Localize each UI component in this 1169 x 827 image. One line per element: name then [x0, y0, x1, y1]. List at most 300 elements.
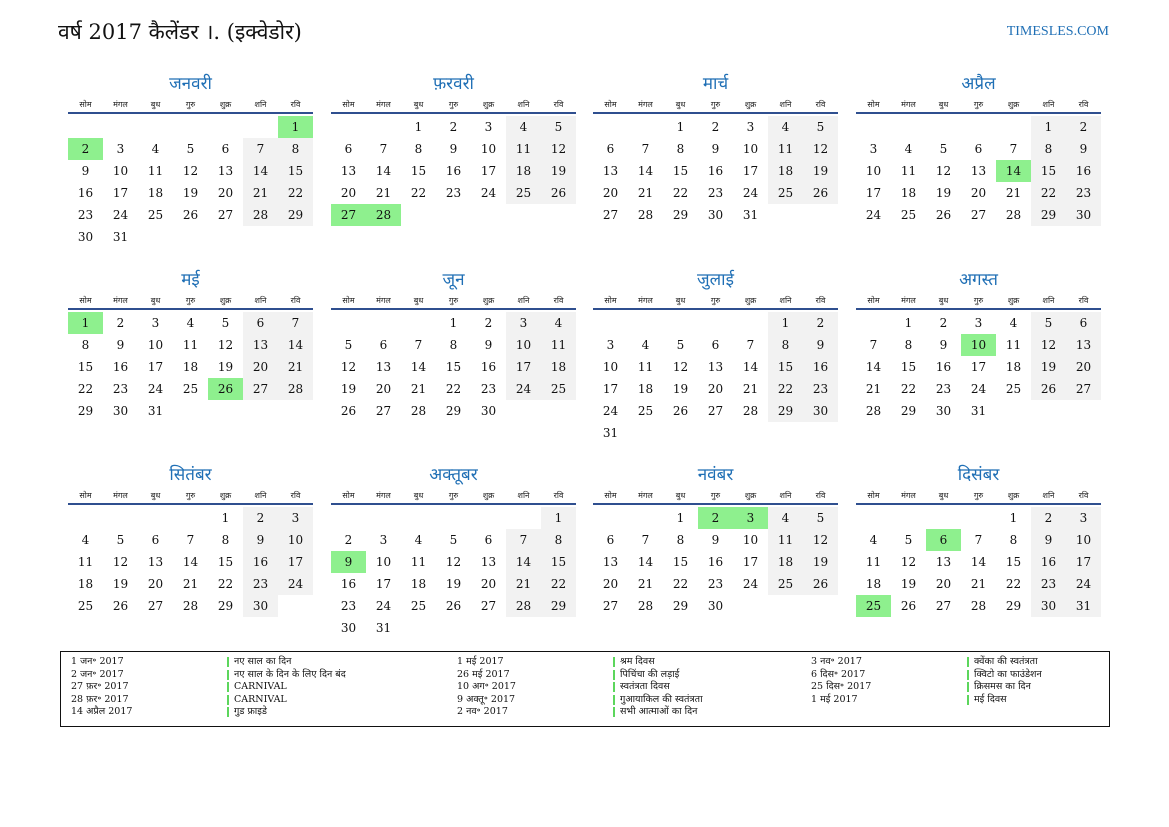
holiday-marker — [613, 707, 615, 717]
day-cell: 4 — [151, 142, 160, 156]
day-cell: 5 — [803, 507, 838, 529]
day-cell: 28 — [278, 378, 313, 400]
day-cell: 3 — [116, 142, 125, 156]
day-cell: 8 — [449, 338, 458, 352]
month-calendar — [331, 268, 576, 422]
holiday-day-cell: 25 — [856, 595, 891, 617]
day-cell: 9 — [803, 334, 838, 356]
month-calendar — [593, 268, 838, 444]
day-cell: 17 — [602, 382, 619, 396]
day-cell: 27 — [602, 208, 619, 222]
day-cell: 21 — [182, 577, 199, 591]
day-cell: 16 — [243, 551, 278, 573]
holiday-list — [60, 651, 1110, 727]
empty-cell — [173, 507, 208, 529]
day-cell: 25 — [1005, 382, 1022, 396]
day-cell: 15 — [217, 555, 234, 569]
day-cell: 28 — [637, 599, 654, 613]
day-cell: 26 — [340, 404, 357, 418]
day-cell: 23 — [243, 573, 278, 595]
day-cell: 18 — [77, 577, 94, 591]
day-cell: 28 — [1005, 208, 1022, 222]
day-cell: 7 — [641, 533, 650, 547]
day-cell: 4 — [768, 116, 803, 138]
empty-cell — [68, 116, 103, 138]
day-cell: 10 — [147, 338, 164, 352]
day-cell: 13 — [480, 555, 497, 569]
day-cell: 15 — [410, 164, 427, 178]
weekday-label: गुरु — [448, 490, 459, 500]
day-cell: 24 — [742, 186, 759, 200]
empty-cell — [401, 507, 436, 529]
day-cell: 13 — [1066, 334, 1101, 356]
day-cell: 19 — [803, 551, 838, 573]
weekday-label: रवि — [1078, 99, 1089, 109]
day-cell: 12 — [112, 555, 129, 569]
weekday-label: गुरु — [448, 295, 459, 305]
weekday-label: गुरु — [185, 295, 196, 305]
day-cell: 18 — [768, 551, 803, 573]
day-cell: 2 — [344, 533, 353, 547]
day-cell: 22 — [278, 182, 313, 204]
day-cell: 4 — [1009, 316, 1018, 330]
day-cell: 2 — [243, 507, 278, 529]
day-cell: 14 — [637, 164, 654, 178]
holiday-marker — [227, 707, 229, 717]
weekday-header — [856, 292, 1101, 310]
day-cell: 13 — [935, 555, 952, 569]
weekday-label: शनि — [517, 99, 530, 109]
weekday-label: सोम — [604, 99, 617, 109]
day-cell: 3 — [1066, 507, 1101, 529]
weekday-label: रवि — [553, 295, 564, 305]
month-calendar — [593, 463, 838, 617]
day-cell: 20 — [217, 186, 234, 200]
day-cell: 24 — [970, 382, 987, 396]
day-cell: 1 — [768, 312, 803, 334]
day-cell: 15 — [1031, 160, 1066, 182]
day-cell: 28 — [243, 204, 278, 226]
weekday-label: बुध — [413, 295, 424, 305]
day-grid — [593, 507, 838, 617]
month-name: सितंबर — [169, 465, 212, 485]
day-cell: 12 — [1031, 334, 1066, 356]
month-calendar — [68, 268, 313, 422]
day-cell: 25 — [410, 599, 427, 613]
day-cell: 15 — [278, 160, 313, 182]
day-cell: 13 — [707, 360, 724, 374]
holiday-date: 10 अग॰ 2017 — [457, 681, 516, 692]
day-grid — [68, 507, 313, 617]
day-cell: 28 — [970, 599, 987, 613]
day-cell: 12 — [803, 138, 838, 160]
holiday-date: 1 मई 2017 — [457, 656, 504, 667]
weekday-label: सोम — [867, 490, 880, 500]
weekday-label: शुक्र — [744, 295, 757, 305]
day-cell: 5 — [449, 533, 458, 547]
holiday-date: 25 दिस॰ 2017 — [811, 681, 872, 692]
day-cell: 5 — [939, 142, 948, 156]
day-cell: 10 — [506, 334, 541, 356]
day-cell: 20 — [970, 186, 987, 200]
day-cell: 16 — [935, 360, 952, 374]
day-cell: 29 — [445, 404, 462, 418]
day-cell: 19 — [803, 160, 838, 182]
day-cell: 5 — [803, 116, 838, 138]
day-cell: 29 — [278, 204, 313, 226]
day-cell: 12 — [672, 360, 689, 374]
day-cell: 31 — [147, 404, 164, 418]
day-cell: 14 — [375, 164, 392, 178]
day-cell: 25 — [147, 208, 164, 222]
holiday-date: 26 मई 2017 — [457, 668, 510, 680]
empty-cell — [173, 116, 208, 138]
day-cell: 10 — [742, 142, 759, 156]
weekday-label: मंगल — [901, 490, 916, 500]
weekday-header — [68, 96, 313, 114]
weekday-label: शनि — [254, 99, 267, 109]
day-cell: 11 — [182, 338, 199, 352]
day-cell: 18 — [410, 577, 427, 591]
day-cell: 23 — [340, 599, 357, 613]
day-cell: 8 — [541, 529, 576, 551]
weekday-label: सोम — [342, 99, 355, 109]
day-cell: 2 — [449, 120, 458, 134]
day-cell: 16 — [803, 356, 838, 378]
day-cell: 22 — [672, 186, 689, 200]
weekday-label: मंगल — [376, 295, 391, 305]
day-cell: 17 — [1066, 551, 1101, 573]
day-cell: 16 — [112, 360, 129, 374]
month-name: अक्तूबर — [429, 465, 478, 485]
day-cell: 13 — [147, 555, 164, 569]
day-cell: 9 — [116, 338, 125, 352]
day-cell: 24 — [278, 573, 313, 595]
weekday-header — [593, 487, 838, 505]
holiday-day-cell: 1 — [278, 116, 313, 138]
month-name: अप्रैल — [961, 74, 996, 94]
day-cell: 28 — [410, 404, 427, 418]
day-cell: 12 — [900, 555, 917, 569]
empty-cell — [68, 507, 103, 529]
day-cell: 25 — [77, 599, 94, 613]
empty-cell — [366, 116, 401, 138]
empty-cell — [663, 312, 698, 334]
weekday-label: शनि — [779, 99, 792, 109]
day-cell: 8 — [676, 533, 685, 547]
day-cell: 15 — [77, 360, 94, 374]
day-cell: 17 — [865, 186, 882, 200]
day-cell: 5 — [676, 338, 685, 352]
empty-cell — [961, 116, 996, 138]
holiday-date: 2 नव॰ 2017 — [457, 706, 508, 717]
day-cell: 1 — [676, 120, 685, 134]
day-cell: 27 — [935, 599, 952, 613]
day-cell: 26 — [803, 573, 838, 595]
weekday-label: मंगल — [638, 99, 653, 109]
day-cell: 20 — [147, 577, 164, 591]
day-cell: 30 — [707, 208, 724, 222]
day-cell: 9 — [243, 529, 278, 551]
day-cell: 24 — [112, 208, 129, 222]
day-cell: 29 — [900, 404, 917, 418]
day-cell: 11 — [637, 360, 654, 374]
day-cell: 11 — [77, 555, 94, 569]
weekday-label: मंगल — [638, 490, 653, 500]
weekday-label: बुध — [150, 490, 161, 500]
day-cell: 2 — [1031, 507, 1066, 529]
empty-cell — [891, 507, 926, 529]
day-cell: 14 — [970, 555, 987, 569]
day-cell: 17 — [742, 164, 759, 178]
day-cell: 1 — [449, 316, 458, 330]
month-name: मार्च — [702, 74, 729, 94]
day-cell: 28 — [865, 404, 882, 418]
day-cell: 31 — [970, 404, 987, 418]
day-cell: 9 — [1066, 138, 1101, 160]
day-cell: 3 — [606, 338, 615, 352]
day-cell: 10 — [112, 164, 129, 178]
empty-cell — [593, 507, 628, 529]
day-cell: 1 — [1009, 511, 1018, 525]
day-cell: 30 — [935, 404, 952, 418]
site-link[interactable]: TIMESLES.COM — [1006, 24, 1109, 39]
day-cell: 9 — [449, 142, 458, 156]
month-name: अगस्त — [959, 270, 998, 290]
day-cell: 23 — [935, 382, 952, 396]
day-cell: 23 — [1066, 182, 1101, 204]
empty-cell — [628, 312, 663, 334]
day-cell: 5 — [344, 338, 353, 352]
day-cell: 27 — [147, 599, 164, 613]
weekday-label: गुरु — [185, 490, 196, 500]
weekday-header — [593, 96, 838, 114]
day-cell: 8 — [1009, 533, 1018, 547]
day-cell: 22 — [1005, 577, 1022, 591]
holiday-day-cell: 26 — [208, 378, 243, 400]
weekday-label: रवि — [290, 490, 301, 500]
page-title: वर्ष 2017 कैलेंडर ।. (इक्वेडोर) — [58, 20, 302, 44]
day-cell: 18 — [147, 186, 164, 200]
day-cell: 16 — [707, 164, 724, 178]
day-cell: 27 — [707, 404, 724, 418]
day-cell: 19 — [182, 186, 199, 200]
weekday-label: शुक्र — [482, 99, 495, 109]
day-cell: 21 — [637, 577, 654, 591]
day-cell: 16 — [1066, 160, 1101, 182]
day-cell: 6 — [1066, 312, 1101, 334]
day-cell: 21 — [278, 356, 313, 378]
empty-cell — [593, 116, 628, 138]
day-cell: 22 — [672, 577, 689, 591]
day-cell: 9 — [1031, 529, 1066, 551]
weekday-label: शनि — [254, 490, 267, 500]
day-cell: 15 — [672, 555, 689, 569]
day-cell: 20 — [1066, 356, 1101, 378]
empty-cell — [926, 507, 961, 529]
day-cell: 5 — [541, 116, 576, 138]
day-cell: 24 — [506, 378, 541, 400]
month-name: फ़रवरी — [433, 74, 474, 94]
holiday-marker — [227, 695, 229, 705]
day-cell: 21 — [742, 382, 759, 396]
empty-cell — [208, 116, 243, 138]
weekday-label: मंगल — [113, 99, 128, 109]
weekday-label: रवि — [815, 490, 826, 500]
day-cell: 27 — [970, 208, 987, 222]
weekday-label: शनि — [779, 295, 792, 305]
day-cell: 17 — [506, 356, 541, 378]
day-cell: 23 — [707, 577, 724, 591]
day-cell: 8 — [81, 338, 90, 352]
holiday-marker — [967, 682, 969, 692]
day-cell: 6 — [379, 338, 388, 352]
day-cell: 22 — [410, 186, 427, 200]
holiday-day-cell: 9 — [331, 551, 366, 573]
holiday-name: पिचिंचा की लड़ाई — [620, 668, 680, 680]
day-cell: 11 — [506, 138, 541, 160]
day-cell: 13 — [340, 164, 357, 178]
weekday-label: गुरु — [973, 295, 984, 305]
day-cell: 17 — [480, 164, 497, 178]
day-cell: 12 — [803, 529, 838, 551]
weekday-header — [68, 487, 313, 505]
holiday-date: 27 फ़र॰ 2017 — [71, 681, 129, 692]
holiday-marker — [967, 695, 969, 705]
day-cell: 17 — [375, 577, 392, 591]
day-cell: 6 — [974, 142, 983, 156]
day-cell: 6 — [221, 142, 230, 156]
day-cell: 27 — [375, 404, 392, 418]
empty-cell — [138, 507, 173, 529]
day-cell: 8 — [1031, 138, 1066, 160]
day-cell: 5 — [116, 533, 125, 547]
holiday-name: गुड फ्राइडे — [234, 706, 267, 717]
day-cell: 29 — [672, 599, 689, 613]
weekday-label: सोम — [604, 295, 617, 305]
day-cell: 8 — [768, 334, 803, 356]
day-cell: 7 — [1009, 142, 1018, 156]
day-cell: 12 — [340, 360, 357, 374]
month-calendar — [68, 463, 313, 617]
day-cell: 13 — [217, 164, 234, 178]
day-cell: 14 — [243, 160, 278, 182]
day-cell: 23 — [803, 378, 838, 400]
day-cell: 18 — [900, 186, 917, 200]
day-cell: 28 — [637, 208, 654, 222]
weekday-header — [856, 96, 1101, 114]
day-cell: 17 — [112, 186, 129, 200]
weekday-label: रवि — [815, 295, 826, 305]
holiday-date: 9 अक्तू॰ 2017 — [457, 693, 516, 705]
holiday-name: CARNIVAL — [234, 693, 287, 705]
day-cell: 26 — [112, 599, 129, 613]
holiday-name: श्रम दिवस — [620, 656, 655, 667]
weekday-label: बुध — [938, 490, 949, 500]
weekday-label: रवि — [290, 99, 301, 109]
day-cell: 16 — [707, 555, 724, 569]
day-cell: 14 — [410, 360, 427, 374]
weekday-label: गुरु — [710, 295, 721, 305]
day-cell: 1 — [904, 316, 913, 330]
day-grid — [331, 312, 576, 422]
weekday-label: गुरु — [448, 99, 459, 109]
weekday-label: मंगल — [901, 295, 916, 305]
day-cell: 20 — [602, 577, 619, 591]
day-cell: 3 — [484, 120, 493, 134]
holiday-name: सभी आत्माओं का दिन — [620, 706, 698, 717]
empty-cell — [926, 116, 961, 138]
weekday-label: मंगल — [638, 295, 653, 305]
empty-cell — [891, 116, 926, 138]
day-cell: 1 — [676, 511, 685, 525]
weekday-label: गुरु — [710, 99, 721, 109]
day-cell: 23 — [480, 382, 497, 396]
holiday-name: क्रिसमस का दिन — [974, 681, 1031, 692]
day-cell: 24 — [147, 382, 164, 396]
weekday-label: बुध — [938, 295, 949, 305]
day-cell: 30 — [112, 404, 129, 418]
day-cell: 30 — [1066, 204, 1101, 226]
day-cell: 13 — [375, 360, 392, 374]
day-cell: 25 — [541, 378, 576, 400]
month-name: दिसंबर — [957, 465, 1000, 485]
holiday-name: CARNIVAL — [234, 681, 287, 692]
day-cell: 20 — [602, 186, 619, 200]
day-cell: 22 — [77, 382, 94, 396]
weekday-label: शुक्र — [744, 490, 757, 500]
day-cell: 15 — [1005, 555, 1022, 569]
weekday-header — [856, 487, 1101, 505]
day-cell: 11 — [541, 334, 576, 356]
weekday-label: सोम — [79, 490, 92, 500]
day-cell: 21 — [637, 186, 654, 200]
empty-cell — [331, 507, 366, 529]
empty-cell — [366, 312, 401, 334]
empty-cell — [856, 312, 891, 334]
day-cell: 3 — [151, 316, 160, 330]
day-cell: 30 — [707, 599, 724, 613]
day-cell: 25 — [768, 573, 803, 595]
month-calendar — [593, 72, 838, 226]
empty-cell — [103, 116, 138, 138]
weekday-label: सोम — [867, 295, 880, 305]
weekday-label: शनि — [1042, 99, 1055, 109]
day-cell: 19 — [900, 577, 917, 591]
weekday-label: शनि — [254, 295, 267, 305]
day-cell: 23 — [1031, 573, 1066, 595]
holiday-marker — [227, 670, 229, 680]
weekday-label: शुक्र — [1007, 99, 1020, 109]
day-cell: 2 — [939, 316, 948, 330]
day-cell: 12 — [541, 138, 576, 160]
day-cell: 16 — [77, 186, 94, 200]
day-cell: 22 — [1031, 182, 1066, 204]
day-cell: 11 — [865, 555, 882, 569]
day-cell: 15 — [445, 360, 462, 374]
day-cell: 25 — [637, 404, 654, 418]
day-cell: 29 — [77, 404, 94, 418]
day-cell: 31 — [112, 230, 129, 244]
weekday-label: रवि — [815, 99, 826, 109]
day-cell: 11 — [900, 164, 917, 178]
day-cell: 30 — [340, 621, 357, 635]
day-cell: 11 — [147, 164, 164, 178]
day-cell: 18 — [637, 382, 654, 396]
day-cell: 27 — [480, 599, 497, 613]
weekday-label: सोम — [867, 99, 880, 109]
day-cell: 2 — [803, 312, 838, 334]
